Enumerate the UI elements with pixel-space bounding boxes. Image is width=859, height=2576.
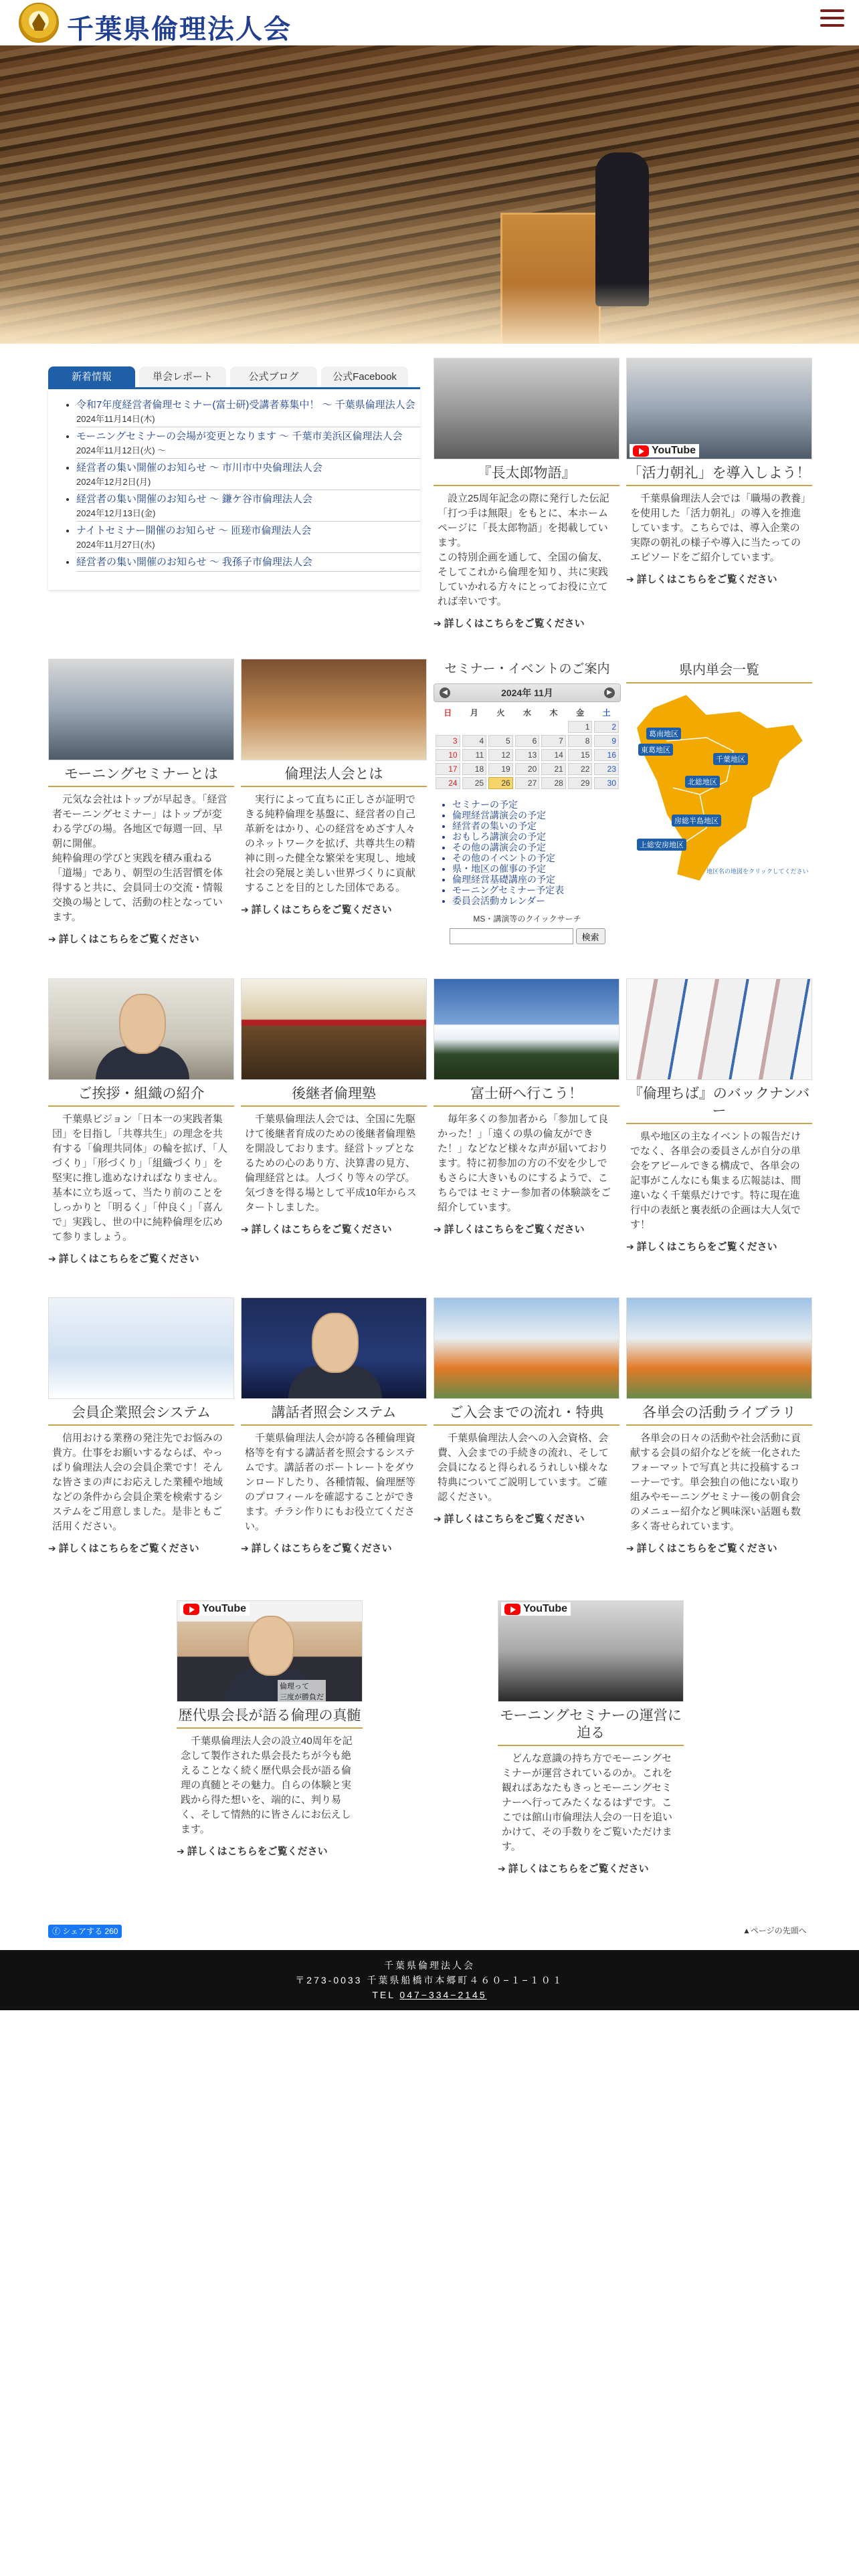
event-link[interactable]: • 県・地区の催事の予定 [452,863,621,874]
nyukai-photo[interactable] [434,1297,619,1399]
card-text: 信用おける業務の発注先でお悩みの貴方。仕事をお願いするならば、やっぱり倫理法人会の会員企業です！そんな皆さまの声にお応えした業種や地域などの条件から会員企業を検索するシステムをご用意しました。是非ともご活用ください。 [52,1432,223,1532]
calendar-day[interactable]: 10 [436,749,460,761]
list-item [76,553,420,572]
calendar-day[interactable]: 7 [541,735,566,747]
map-area-kazusa[interactable]: 上総安房地区 [637,839,686,851]
card-text: 設立25周年記念の際に発行した伝記「打つ手は無限」をもとに、本ホームページに「長太郎物語」を掲載しています。 この特別企画を通して、全国の倫友、そしてこれから倫理を知り、共に実践していかれる方々にとってお役に立てれば幸いです。 [438,493,609,607]
more-link[interactable]: ➔ 詳しくはこちらをご覧ください [626,1239,812,1253]
card-text: 千葉県倫理法人会への入会資格、会費、入会までの手続きの流れ、そして会員になると得られるうれしい様々な特典についてご説明しています。ご確認ください。 [438,1432,609,1503]
more-link[interactable]: ➔ 詳しくはこちらをご覧ください [434,1222,619,1236]
youtube-logo: YouTube [501,1602,571,1616]
calendar-day [488,721,513,733]
calendar-day[interactable]: 29 [568,777,593,789]
unei-video[interactable] [498,1600,684,1702]
card-koukeisha [241,978,427,1236]
news-link[interactable]: 経営者の集い開催のお知らせ 〜 我孫子市倫理法人会 [76,556,312,568]
calendar-day[interactable]: 20 [515,763,540,775]
rinrichiba-photo[interactable] [626,978,812,1080]
news-date: 2024年12月2日(月) [76,477,151,487]
list-item [76,427,420,459]
map-note: 地区名の地図をクリックしてください [706,868,809,875]
katsuryoku-video[interactable] [626,358,812,459]
card-text: 千葉県倫理法人会が誇る各種倫理資格等を有する講話者を照会するシステムです。講話者のポートレートをダウンロードしたり、各種情報、倫理歴等のプロフィールを確認することができます。チラシ作りにもお役立てください。 [245,1432,416,1532]
kaichou-video[interactable] [177,1600,363,1702]
calendar-day[interactable]: 6 [515,735,540,747]
play-icon [183,1604,199,1615]
calendar-day [462,721,487,733]
footer-tel: TEL 047−334−2145 [372,1990,487,2000]
tab-facebook[interactable]: 公式Facebook [321,366,408,387]
news-date: 2024年11月27日(水) [76,540,155,550]
library-photo[interactable] [626,1297,812,1399]
news-date: 2024年12月13日(金) [76,508,156,518]
news-box [48,366,420,598]
news-link[interactable]: 経営者の集い開催のお知らせ 〜 鎌ケ谷市倫理法人会 [76,494,312,505]
event-link[interactable]: • その他の講演会の予定 [452,842,621,853]
card-morning [48,659,234,946]
card-nyukai [434,1297,619,1525]
card-title[interactable]: 『長太郎物語』 [434,465,619,486]
map-area-tokatsu[interactable]: 東葛地区 [638,744,673,756]
morning-photo[interactable] [48,659,234,760]
map-area-hokuso[interactable]: 北総地区 [685,776,720,788]
event-link[interactable]: • 倫理経営講演会の予定 [452,810,621,821]
chotaro-photo[interactable] [434,358,619,459]
weekday-header: 水 [522,708,531,718]
more-link[interactable]: ➔ 詳しくはこちらをご覧ください [241,1541,427,1555]
calendar-day[interactable]: 28 [541,777,566,789]
map-heading: 県内単会一覧 [626,659,812,683]
more-link[interactable]: ➔ 詳しくはこちらをご覧ください [434,1511,619,1525]
more-link[interactable]: ➔ 詳しくはこちらをご覧ください [241,902,427,916]
site-footer [0,1950,859,2010]
card-title[interactable]: 『倫理ちば』のバックナンバー [626,1085,812,1124]
facebook-icon: ⓕ [52,1927,63,1936]
calendar-day[interactable]: 15 [568,749,593,761]
more-link[interactable]: ➔ 詳しくはこちらをご覧ください [48,932,234,946]
card-library [626,1297,812,1555]
event-link[interactable]: • おもしろ講演会の予定 [452,831,621,842]
kaiin-photo[interactable] [48,1297,234,1399]
card-rinri [241,659,427,916]
calendar-day[interactable]: 8 [568,735,593,747]
card-title[interactable]: ご入会までの流れ・特典 [434,1404,619,1426]
weekday-header: 日 [444,708,452,718]
more-link[interactable]: ➔ 詳しくはこちらをご覧ください [434,616,619,630]
card-unei [498,1600,684,1875]
card-title[interactable]: ご挨拶・組織の紹介 [48,1085,234,1107]
search-input[interactable] [450,928,573,944]
event-calendar [434,659,621,944]
quick-search [434,928,621,944]
site-title[interactable]: 千葉県倫理法人会 [67,14,292,45]
card-title[interactable]: モーニングセミナーとは [48,766,234,787]
news-link[interactable]: モーニングセミナーの会場が変更となります 〜 千葉市美浜区倫理法人会 [76,431,403,442]
calendar-heading: セミナー・イベントのご案内 [444,662,610,676]
chiba-map[interactable] [626,687,812,888]
calendar-day[interactable]: 23 [594,763,619,775]
card-text: 千葉県倫理法人会では、全国に先駆けて後継者育成のための後継者倫理塾を開設しております。経営トップとなるための心のあり方、決算書の見方、倫理経営とは。人づくり等々の学び。気づきを得る場として平成10年からスタートしました。 [245,1113,417,1213]
calendar-day[interactable]: 5 [488,735,513,747]
news-link[interactable]: ナイトセミナー開催のお知らせ 〜 匝瑳市倫理法人会 [76,525,312,536]
list-item [76,522,420,553]
calendar-day[interactable]: 25 [462,777,487,789]
calendar-day[interactable]: 18 [462,763,487,775]
card-greeting [48,978,234,1265]
calendar-day[interactable]: 3 [436,735,460,747]
footer-address: 〒273-0033 千葉県船橋市本郷町４６０−１−１０１ [295,1975,564,1985]
event-link[interactable]: • その他のイベントの予定 [452,853,621,863]
card-title[interactable]: 各単会の活動ライブラリ [626,1404,812,1426]
event-link[interactable]: • セミナーの予定 [452,799,621,810]
card-title[interactable]: 倫理法人会とは [241,766,427,787]
card-koushi [241,1297,427,1555]
footer-org: 千葉県倫理法人会 [384,1960,475,1971]
list-item [76,396,420,427]
calendar-day[interactable]: 21 [541,763,566,775]
menu-icon[interactable] [820,9,844,29]
tab-blog[interactable]: 公式ブログ [230,366,317,387]
weekday-header: 金 [576,708,585,718]
calendar-day[interactable]: 1 [568,721,593,733]
card-title[interactable]: 講話者照会システム [241,1404,427,1426]
calendar-day[interactable]: 30 [594,777,619,789]
event-link[interactable]: • 委員会活動カレンダー [452,895,621,906]
calendar-grid [434,704,621,791]
calendar-day[interactable]: 14 [541,749,566,761]
map-area-chiba[interactable]: 千葉地区 [713,753,748,765]
map-area-katsunan[interactable]: 葛南地区 [646,728,681,740]
chiba-map-shape[interactable] [626,687,812,888]
news-date: 2024年11月12日(火) 〜 [76,445,167,455]
youtube-logo: YouTube [630,444,699,457]
calendar-day[interactable]: 24 [436,777,460,789]
page-top-link[interactable]: ▲ページの先頭へ [743,1926,807,1935]
card-text: 実行によって直ちに正しさが証明できる純粋倫理を基盤に、経営者の自己革新をはかり、心の経営をめざす人々のネットワークを拡げ、共尊共生の精神に則った健全な繁栄を実現し、地域社会の発展と美しい世界づくりに貢献することを目的とした団体である。 [245,794,416,893]
card-text: 県や地区の主なイベントの報告だけでなく、各単会の委員さんが自分の単会をアピールできる構成で、各単会の記事がこんなにも集まる広報誌は、間違いなく千葉県だけです。特に現在進行中の表紙と裏表紙の企画は大人気です！ [630,1131,801,1230]
calendar-day[interactable]: 22 [568,763,593,775]
card-text: 各単会の日々の活動や社会活動に貢献する会員の紹介などを統一化されたフォーマットで写真と共に投稿するコーナーです。単会独自の他にない取り組みやモーニングセミナー後の朝食会のメニュー紹介など興味深い話題も数多く寄せられています。 [630,1432,801,1532]
event-list [452,799,621,906]
rinri-photo[interactable] [241,659,427,760]
card-text: 千葉県倫理法人会では「職場の教養」を使用した「活力朝礼」の導入を推進しています。こちらでは、導入企業の実際の朝礼の様子や導入に当たってのエピソードをご紹介しています。 [630,493,806,563]
search-button[interactable]: 検索 [576,928,605,944]
news-list[interactable] [48,389,420,590]
news-link[interactable]: 経営者の集い開催のお知らせ 〜 市川市中央倫理法人会 [76,462,322,473]
card-fujiken [434,978,619,1236]
news-date: 2024年11月14日(木) [76,414,155,424]
play-icon [633,445,649,457]
koukeisha-photo[interactable] [241,978,427,1080]
card-title[interactable]: 会員企業照会システム [48,1404,234,1426]
weekday-header: 木 [549,708,558,718]
tel-link[interactable]: 047−334−2145 [399,1990,487,2000]
calendar-day[interactable]: 27 [515,777,540,789]
next-month-icon[interactable]: ▶ [604,687,615,698]
card-kaiin [48,1297,234,1555]
calendar-nav [434,683,621,702]
calendar-day[interactable]: 12 [488,749,513,761]
quick-search-label: MS・講演等のクイックサーチ [473,914,581,924]
more-link[interactable]: ➔ 詳しくはこちらをご覧ください [48,1251,234,1265]
site-header [0,0,859,45]
calendar-day [541,721,566,733]
list-item [76,459,420,490]
card-title[interactable]: 後継者倫理塾 [241,1085,427,1107]
card-katsuryoku [626,358,812,586]
news-link[interactable]: 令和7年度経営者倫理セミナー(富士研)受講者募集中！ 〜 千葉県倫理法人会 [76,399,415,411]
card-text: 千葉県倫理法人会の設立40周年を記念して製作された県会長たちが今も絶えることなく続く歴代県会長が語る倫理の真髄とその魅力。自らの体験と実践から得た想いを、端的に、判り易く、そして情熱的に皆さんにお伝えします。 [181,1735,353,1835]
facebook-share-button[interactable]: ⓕ シェアする 260 [48,1925,122,1938]
more-link[interactable]: ➔ 詳しくはこちらをご覧ください [626,1541,812,1555]
list-item [76,490,420,522]
calendar-month: 2024年 11月 [501,687,553,698]
card-text: 千葉県ビジョン「日本一の実践者集団」を目指し「共尊共生」の理念を共有する「倫理共同体」の輪を拡げ、「人づくり」「形づくり」「組織づくり」を堅実に推し進めなければなりません。基本に立ち返って、当たり前のことをしっかりと「明るく」「仲良く」「喜んで」実践し、世の中に純粋倫理を広めて参りましょう。 [52,1113,227,1243]
map-area-boso[interactable]: 房総半島地区 [672,815,721,827]
weekday-header: 土 [602,708,611,718]
weekday-header: 月 [470,708,478,718]
event-link[interactable]: • モーニングセミナー予定表 [452,885,621,895]
calendar-day[interactable]: 4 [462,735,487,747]
card-title[interactable]: 富士研へ行こう！ [434,1085,619,1107]
calendar-day [515,721,540,733]
calendar-day [436,721,460,733]
calendar-day[interactable]: 19 [488,763,513,775]
card-chotaro [434,358,619,630]
play-icon [504,1604,520,1615]
more-link[interactable]: ➔ 詳しくはこちらをご覧ください [48,1541,234,1555]
greeting-photo[interactable] [48,978,234,1080]
calendar-day[interactable]: 2 [594,721,619,733]
event-link[interactable]: • 経営者の集いの予定 [452,821,621,831]
card-rinrichiba [626,978,812,1253]
koushi-photo[interactable] [241,1297,427,1399]
map-box [626,659,812,888]
logo[interactable] [19,3,59,43]
more-link[interactable]: ➔ 詳しくはこちらをご覧ください [177,1844,363,1858]
card-title[interactable]: モーニングセミナーの運営に迫る [498,1707,684,1746]
weekday-header: 火 [496,708,505,718]
card-text: 毎年多くの参加者から「参加して良かった！」「遠くの県の倫友ができた！」などなど様々な声が届いております。特に初参加の方の不安を少しでもさらに大きいものにするようで、こちらでは セミナー参加者の体験談をご紹介しています。 [438,1113,611,1213]
more-link[interactable]: ➔ 詳しくはこちらをご覧ください [241,1222,427,1236]
prev-month-icon[interactable]: ◀ [440,687,450,698]
news-tabs [48,366,420,389]
more-link[interactable]: ➔ 詳しくはこちらをご覧ください [626,572,812,586]
card-title[interactable]: 「活力朝礼」を導入しよう！ [626,465,812,486]
card-text: 元気な会社はトップが早起き。「経営者モーニングセミナー」はトップが変わる学びの場。各地区で毎週一回、早朝に開催。 純粋倫理の学びと実践を積み重ねる「道場」であり、朝型の生活習慣を体得すると共に、会員同士の交流・情報交換の場として、活動の柱となっています。 [52,794,227,923]
more-link[interactable]: ➔ 詳しくはこちらをご覧ください [498,1861,684,1875]
tab-news[interactable]: 新着情報 [48,366,135,387]
fujiken-photo[interactable] [434,978,619,1080]
card-kaichou [177,1600,363,1858]
calendar-day[interactable]: 13 [515,749,540,761]
hero-image [0,45,859,344]
calendar-day[interactable]: 9 [594,735,619,747]
video-caption: 倫理って 三度が勝負だ [278,1680,326,1702]
youtube-logo: YouTube [180,1602,250,1616]
tab-report[interactable]: 単会レポート [139,366,226,387]
calendar-day[interactable]: 16 [594,749,619,761]
event-link[interactable]: • 倫理経営基礎講座の予定 [452,874,621,885]
calendar-day[interactable]: 26 [488,777,513,789]
card-title[interactable]: 歴代県会長が語る倫理の真髄 [177,1707,363,1729]
calendar-day[interactable]: 17 [436,763,460,775]
card-text: どんな意識の持ち方でモーニングセミナーが運営されているのか。これを観ればあなたもきっとモーニングセミナーへ行ってみたくなるはずです。ここでは館山市倫理法人会の一日を追いかけて、その手数りをご覧いただけます。 [502,1753,673,1852]
calendar-day[interactable]: 11 [462,749,487,761]
